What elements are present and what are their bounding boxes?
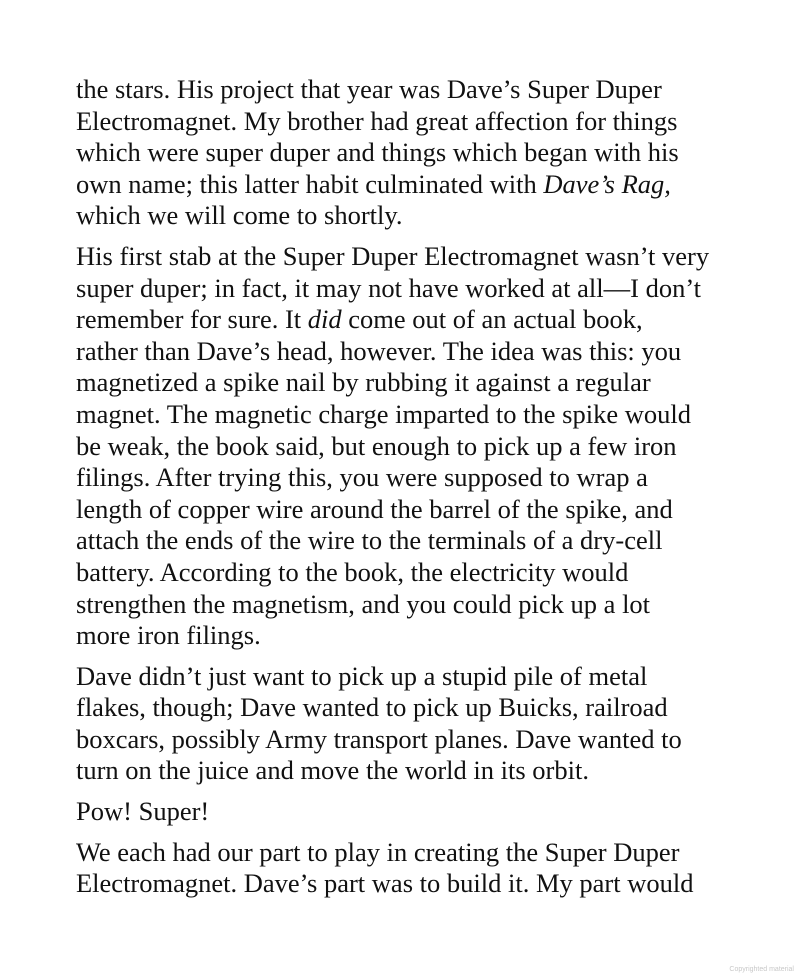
text-run: come out of an actual book, [341, 304, 643, 335]
text-run: Electromagnet. My brother had great affection for things [76, 105, 678, 136]
text-line [76, 367, 716, 399]
paragraph [76, 74, 716, 232]
text-run: flakes, though; Dave wanted to pick up Buicks, railroad [76, 692, 668, 723]
text-run: His first stab at the Super Duper Electromagnet wasn’t very [76, 240, 710, 271]
text-run: strengthen the magnetism, and you could pick up a lot [76, 588, 651, 619]
text-line [76, 74, 716, 106]
paragraph [76, 661, 716, 787]
text-run: magnet. The magnetic charge imparted to the spike would [76, 398, 691, 429]
text-run: own name; this latter habit culminated with [76, 168, 544, 199]
text-run: battery. According to the book, the electricity would [76, 556, 629, 587]
text-run: magnetized a spike nail by rubbing it against a regular [76, 367, 651, 398]
text-run: super duper; in fact, it may not have worked at all—I don’t [76, 272, 702, 303]
text-line [76, 200, 716, 232]
text-line [76, 525, 716, 557]
text-line [76, 304, 716, 336]
text-line [76, 494, 716, 526]
text-run: attach the ends of the wire to the terminals of a dry-cell [76, 525, 663, 556]
italic-text: did [307, 304, 342, 335]
text-run: rather than Dave’s head, however. The idea was this: you [76, 335, 682, 366]
text-run: remember for sure. It [76, 304, 308, 335]
text-line [76, 692, 716, 724]
text-run: We each had our part to play in creating the Super Duper [76, 836, 680, 867]
text-line [76, 399, 716, 431]
text-line [76, 273, 716, 305]
text-line [76, 137, 716, 169]
text-run: which we will come to shortly. [76, 200, 403, 231]
text-line [76, 868, 716, 900]
text-run: which were super duper and things which began with his [76, 137, 679, 168]
text-run: be weak, the book said, but enough to pick up a few iron [76, 430, 677, 461]
page-text [76, 74, 716, 909]
text-run: Pow! Super! [76, 796, 210, 827]
copyright-watermark: Copyrighted material [729, 966, 794, 973]
paragraph [76, 241, 716, 652]
text-run: more iron filings. [76, 620, 261, 651]
paragraph [76, 837, 716, 900]
text-run: boxcars, possibly Army transport planes. Dave wanted to [76, 723, 682, 754]
text-run: length of copper wire around the barrel of the spike, and [76, 493, 673, 524]
paragraph [76, 796, 716, 828]
text-line [76, 661, 716, 693]
text-run: Dave didn’t just want to pick up a stupid pile of metal [76, 660, 648, 691]
text-run: Electromagnet. Dave’s part was to build it. My part would [76, 868, 694, 899]
text-line [76, 755, 716, 787]
text-line [76, 169, 716, 201]
text-line [76, 620, 716, 652]
text-line [76, 796, 716, 828]
text-run: turn on the juice and move the world in its orbit. [76, 755, 589, 786]
text-line [76, 589, 716, 621]
text-line [76, 557, 716, 589]
text-line [76, 431, 716, 463]
text-line [76, 241, 716, 273]
text-run: the stars. His project that year was Dave’s Super Duper [76, 74, 662, 104]
text-line [76, 462, 716, 494]
italic-text: Dave’s Rag, [543, 168, 671, 199]
text-run: filings. After trying this, you were supposed to wrap a [76, 462, 648, 493]
text-line [76, 106, 716, 138]
text-line [76, 724, 716, 756]
text-line [76, 837, 716, 869]
text-line [76, 336, 716, 368]
